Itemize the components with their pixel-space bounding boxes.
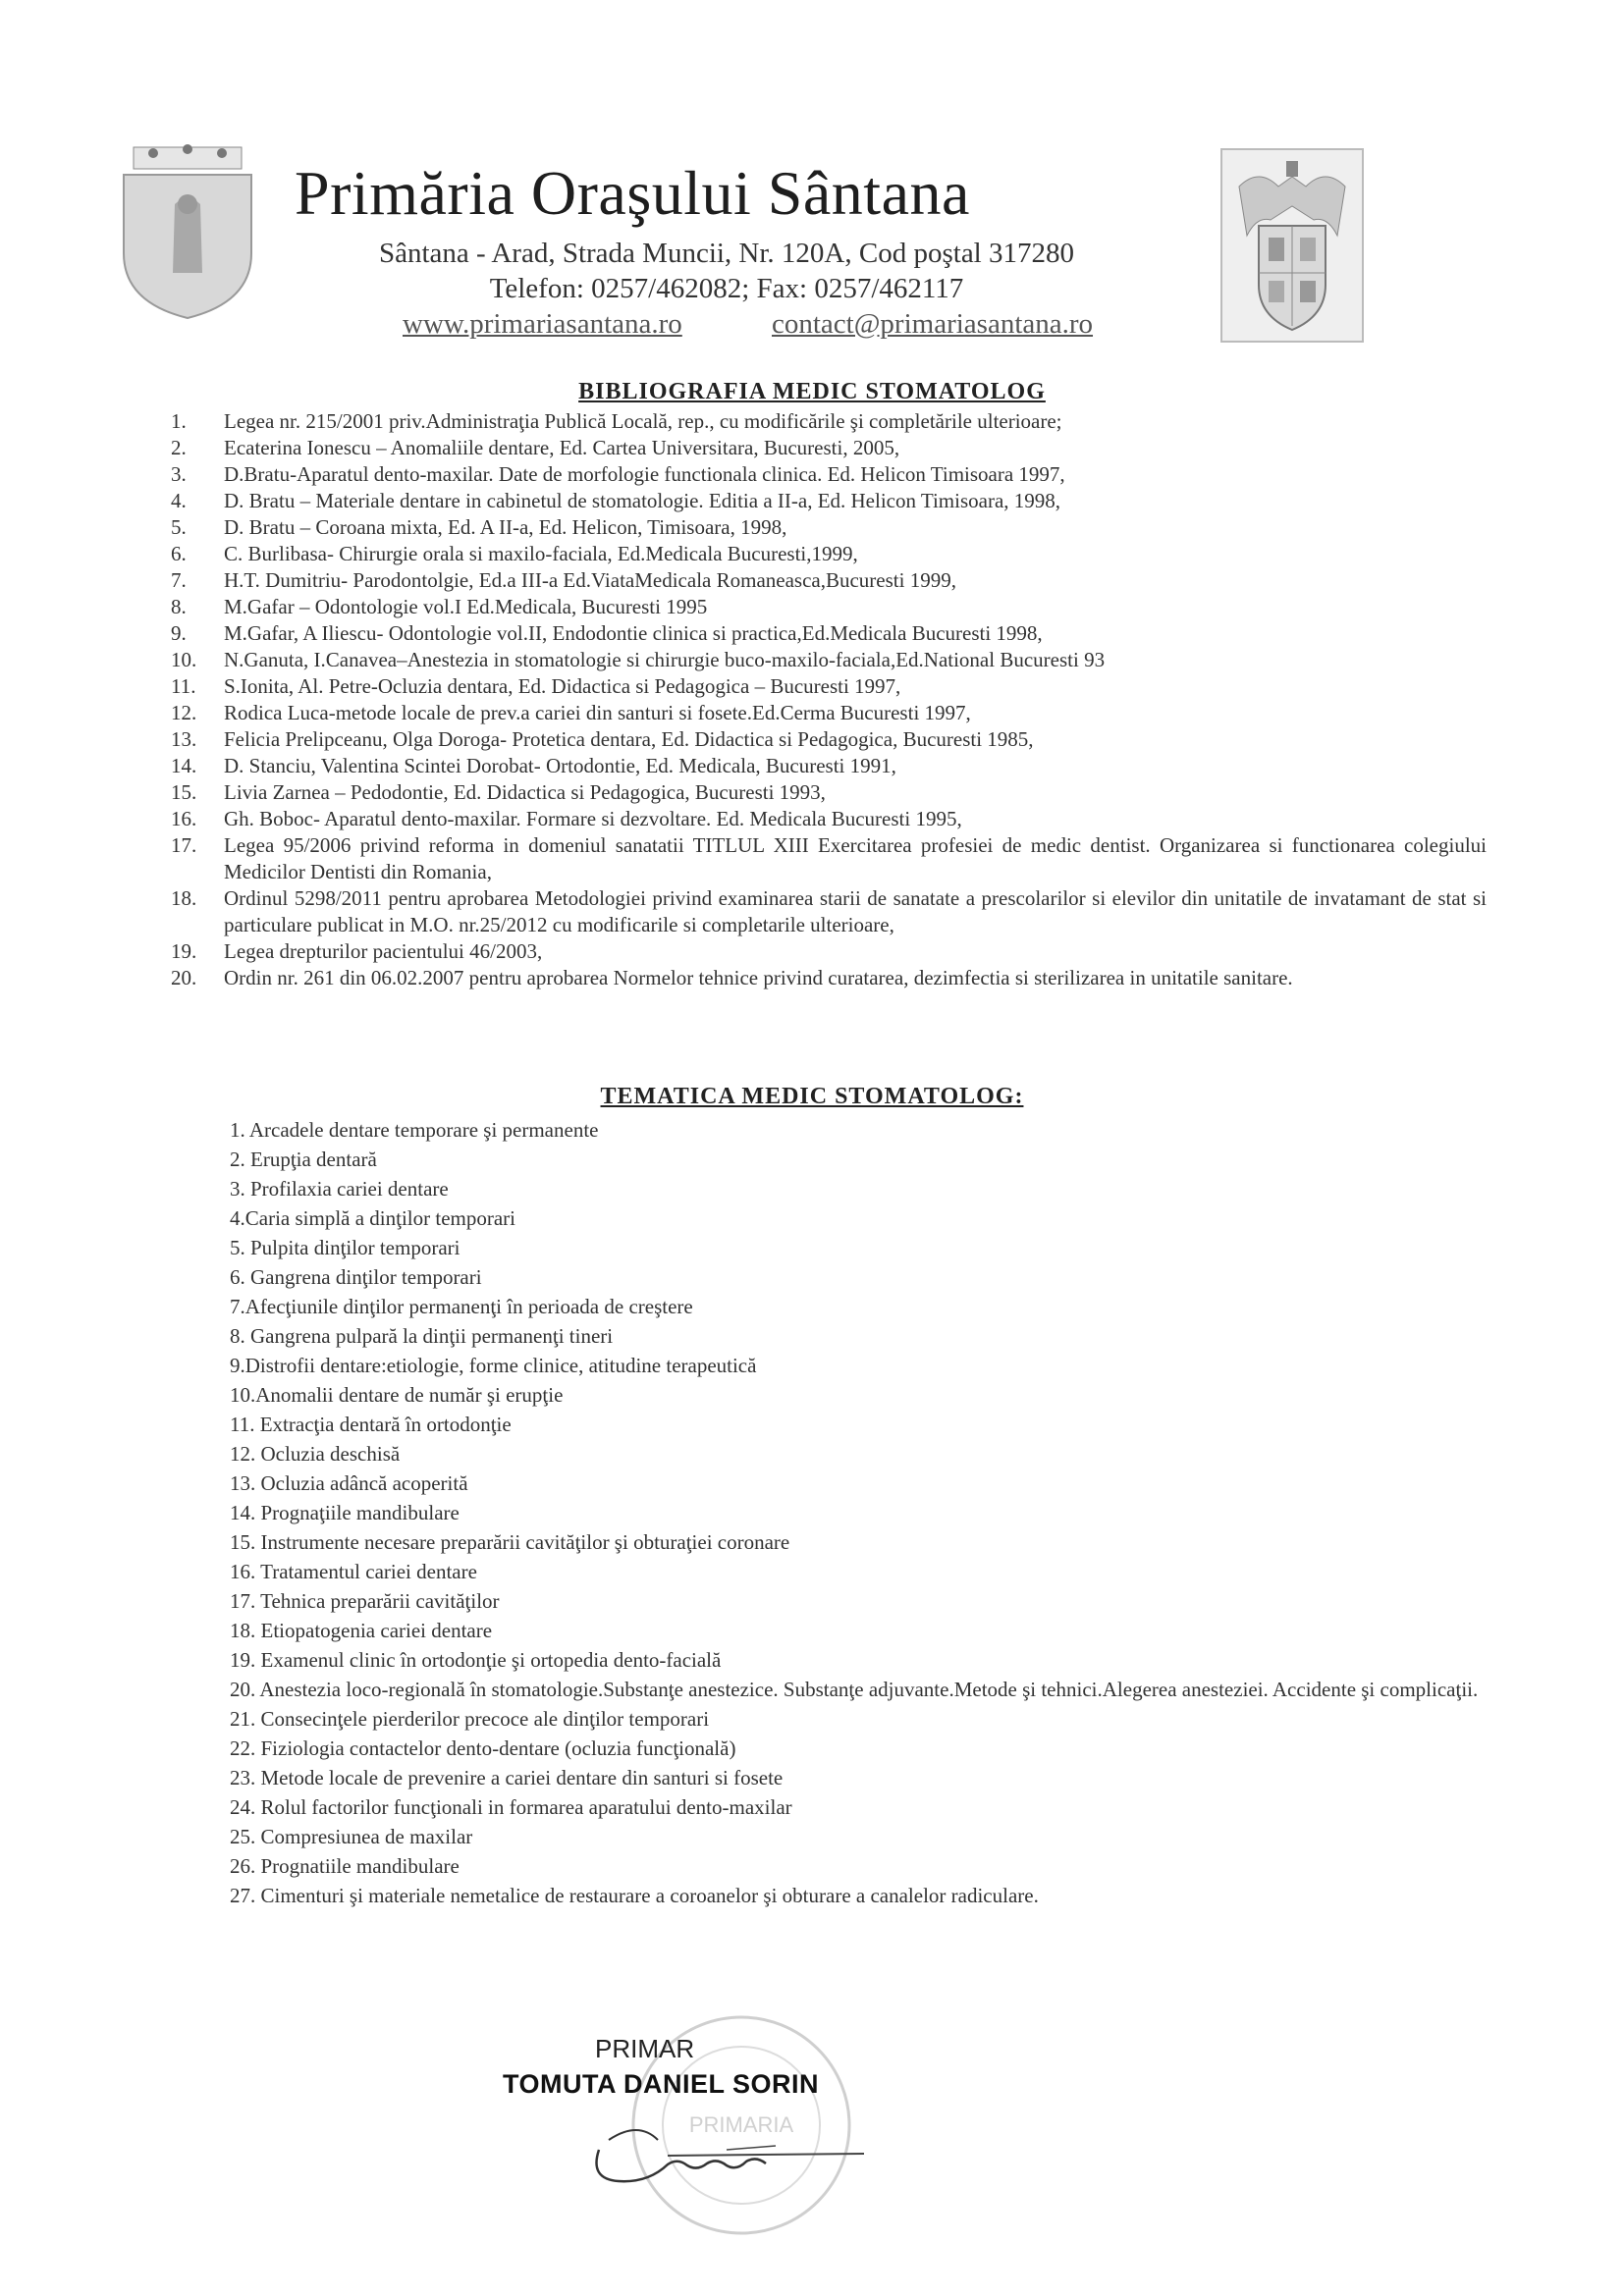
tematica-item: 16. Tratamentul cariei dentare xyxy=(230,1560,477,1583)
bibliography-item-number: 11. xyxy=(171,674,196,698)
bibliography-item-number: 19. xyxy=(171,939,197,963)
institution-phone-fax: Telefon: 0257/462082; Fax: 0257/462117 xyxy=(489,273,964,304)
bibliography-item xyxy=(171,408,1487,435)
stamp-text: PRIMARIA xyxy=(688,2112,794,2137)
tematica-item: 17. Tehnica preparării cavităţilor xyxy=(230,1589,500,1613)
bibliography-item-text: C. Burlibasa- Chirurgie orala si maxilo-faciala, Ed.Medicala Bucuresti,1999, xyxy=(224,542,858,565)
bibliography-item-number: 3. xyxy=(171,462,187,486)
tematica-item: 2. Erupţia dentară xyxy=(230,1148,377,1171)
tematica-item: 19. Examenul clinic în ortodonţie şi ortopedia dento-facială xyxy=(230,1648,722,1672)
bibliography-item xyxy=(171,435,1487,461)
handwritten-signature-icon xyxy=(579,2110,874,2199)
tematica-item: 26. Prognatiile mandibulare xyxy=(230,1854,460,1878)
bibliography-item-text: Livia Zarnea – Pedodontie, Ed. Didactica si Pedagogica, Bucuresti 1993, xyxy=(224,780,826,804)
bibliography-item-text: M.Gafar – Odontologie vol.I Ed.Medicala, Bucuresti 1995 xyxy=(224,595,708,618)
tematica-item: 24. Rolul factorilor funcţionali in formarea aparatului dento-maxilar xyxy=(230,1795,792,1819)
bibliography-item-number: 10. xyxy=(171,648,197,671)
bibliography-item-number: 7. xyxy=(171,568,187,592)
bibliography-item-text: D. Stanciu, Valentina Scintei Dorobat- Ortodontie, Ed. Medicala, Bucuresti 1991, xyxy=(224,754,896,777)
bibliography-item-text: Legea drepturilor pacientului 46/2003, xyxy=(224,939,543,963)
bibliography-item xyxy=(171,726,1487,753)
tematica-item: 4.Caria simplă a dinţilor temporari xyxy=(230,1206,516,1230)
bibliography-item xyxy=(171,461,1487,488)
bibliography-item xyxy=(171,647,1487,673)
bibliography-item-number: 15. xyxy=(171,780,197,804)
bibliography-item xyxy=(171,938,1487,965)
website-link[interactable]: www.primariasantana.ro xyxy=(403,308,682,340)
tematica-item: 8. Gangrena pulpară la dinţii permanenţi tineri xyxy=(230,1324,614,1348)
bibliography-item xyxy=(171,779,1487,806)
bibliography-item-number: 4. xyxy=(171,489,187,512)
bibliography-item xyxy=(171,885,1487,938)
bibliography-item-text: Ordin nr. 261 din 06.02.2007 pentru aprobarea Normelor tehnice privind curatarea, dezimfectia si sterilizarea in unitatile sanitare. xyxy=(224,966,1293,989)
bibliography-item xyxy=(171,541,1487,567)
bibliography-heading: BIBLIOGRAFIA MEDIC STOMATOLOG xyxy=(578,379,1046,404)
bibliography-item xyxy=(171,567,1487,594)
bibliography-item-number: 5. xyxy=(171,515,187,539)
tematica-item: 11. Extracţia dentară în ortodonţie xyxy=(230,1413,512,1436)
tematica-item: 7.Afecţiunile dinţilor permanenţi în perioada de creştere xyxy=(230,1295,693,1318)
tematica-item: 25. Compresiunea de maxilar xyxy=(230,1825,473,1848)
bibliography-item-number: 6. xyxy=(171,542,187,565)
bibliography-item-text: H.T. Dumitriu- Parodontolgie, Ed.a III-a Ed.ViataMedicala Romaneasca,Bucuresti 1999, xyxy=(224,568,956,592)
bibliography-item xyxy=(171,806,1487,832)
bibliography-item-number: 18. xyxy=(171,886,197,910)
bibliography-item-text: Legea 95/2006 privind reforma in domeniul sanatatii TITLUL XIII Exercitarea profesiei de medic dentist. Organizarea si functionarea colegiului Medicilor Dentisti din Romania, xyxy=(224,833,1487,883)
bibliography-list xyxy=(171,408,1487,991)
bibliography-item xyxy=(171,514,1487,541)
bibliography-item xyxy=(171,753,1487,779)
bibliography-item-text: D. Bratu – Materiale dentare in cabinetul de stomatologie. Editia a II-a, Ed. Helicon Timisoara, 1998, xyxy=(224,489,1061,512)
tematica-item: 12. Ocluzia deschisă xyxy=(230,1442,401,1466)
bibliography-item-number: 8. xyxy=(171,595,187,618)
tematica-item: 1. Arcadele dentare temporare şi permanente xyxy=(230,1118,599,1142)
bibliography-item-text: Rodica Luca-metode locale de prev.a cariei din santuri si fosete.Ed.Cerma Bucuresti 1997, xyxy=(224,701,971,724)
bibliography-item xyxy=(171,965,1487,991)
bibliography-item-text: Legea nr. 215/2001 priv.Administraţia Publică Locală, rep., cu modificările şi completările ulterioare; xyxy=(224,409,1062,433)
tematica-item: 27. Cimenturi şi materiale nemetalice de restaurare a coroanelor şi obturare a canalelor radiculare. xyxy=(230,1884,1039,1907)
bibliography-item-number: 14. xyxy=(171,754,197,777)
bibliography-item xyxy=(171,620,1487,647)
tematica-item: 18. Etiopatogenia cariei dentare xyxy=(230,1619,493,1642)
bibliography-item-number: 1. xyxy=(171,409,187,433)
town-crest-icon xyxy=(114,135,261,322)
tematica-item: 14. Prognaţiile mandibulare xyxy=(230,1501,460,1524)
bibliography-item-text: Ecaterina Ionescu – Anomaliile dentare, Ed. Cartea Universitara, Bucuresti, 2005, xyxy=(224,436,900,459)
tematica-list xyxy=(230,1115,1487,1910)
tematica-item: 10.Anomalii dentare de număr şi erupţie xyxy=(230,1383,564,1407)
bibliography-item xyxy=(171,700,1487,726)
tematica-item: 20. Anestezia loco-regională în stomatologie.Substanţe anestezice. Substanţe adjuvante.Metode şi tehnici.Alegerea anesteziei. Accidente şi complicaţii. xyxy=(230,1678,1479,1701)
bibliography-item-number: 12. xyxy=(171,701,197,724)
bibliography-item-number: 2. xyxy=(171,436,187,459)
signatory-name: TOMUTA DANIEL SORIN xyxy=(503,2069,820,2099)
signatory-title: PRIMAR xyxy=(595,2034,695,2063)
tematica-heading: TEMATICA MEDIC STOMATOLOG: xyxy=(600,1084,1024,1109)
tematica-item: 5. Pulpita dinţilor temporari xyxy=(230,1236,460,1259)
email-link[interactable]: contact@primariasantana.ro xyxy=(772,308,1094,340)
bibliography-item-text: Gh. Boboc- Aparatul dento-maxilar. Formare si dezvoltare. Ed. Medicala Bucuresti 1995, xyxy=(224,807,962,830)
institution-title: Primăria Oraşului Sântana xyxy=(295,158,970,228)
institution-address: Sântana - Arad, Strada Muncii, Nr. 120A, Cod poştal 317280 xyxy=(379,238,1074,269)
bibliography-item-text: N.Ganuta, I.Canavea–Anestezia in stomatologie si chirurgie buco-maxilo-faciala,Ed.National Bucuresti 93 xyxy=(224,648,1106,671)
tematica-item: 22. Fiziologia contactelor dento-dentare (ocluzia funcţională) xyxy=(230,1736,736,1760)
romania-crest-icon xyxy=(1219,147,1365,344)
bibliography-item-text: D. Bratu – Coroana mixta, Ed. A II-a, Ed. Helicon, Timisoara, 1998, xyxy=(224,515,787,539)
tematica-item: 3. Profilaxia cariei dentare xyxy=(230,1177,449,1201)
tematica-item: 6. Gangrena dinţilor temporari xyxy=(230,1265,482,1289)
bibliography-item-number: 17. xyxy=(171,833,197,857)
tematica-item: 9.Distrofii dentare:etiologie, forme clinice, atitudine terapeutică xyxy=(230,1354,757,1377)
bibliography-item-number: 13. xyxy=(171,727,197,751)
tematica-item: 21. Consecinţele pierderilor precoce ale dinţilor temporari xyxy=(230,1707,710,1731)
bibliography-item xyxy=(171,488,1487,514)
bibliography-item-text: Felicia Prelipceanu, Olga Doroga- Protetica dentara, Ed. Didactica si Pedagogica, Bucuresti 1985, xyxy=(224,727,1034,751)
bibliography-item xyxy=(171,673,1487,700)
bibliography-item-text: D.Bratu-Aparatul dento-maxilar. Date de morfologie functionala clinica. Ed. Helicon Timisoara 1997, xyxy=(224,462,1065,486)
bibliography-item-number: 20. xyxy=(171,966,197,989)
tematica-item: 13. Ocluzia adâncă acoperită xyxy=(230,1471,468,1495)
tematica-item: 23. Metode locale de prevenire a cariei dentare din santuri si fosete xyxy=(230,1766,784,1789)
bibliography-item-text: Ordinul 5298/2011 pentru aprobarea Metodologiei privind examinarea starii de sanatate a prescolarilor si elevilor din unitatile de invatamant de stat si particulare publicat in M.O. nr.25/2012 cu modificarile si completarile ulterioare, xyxy=(224,886,1487,936)
bibliography-item-text: S.Ionita, Al. Petre-Ocluzia dentara, Ed. Didactica si Pedagogica – Bucuresti 1997, xyxy=(224,674,901,698)
bibliography-item xyxy=(171,832,1487,885)
bibliography-item-text: M.Gafar, A Iliescu- Odontologie vol.II, Endodontie clinica si practica,Ed.Medicala Bucuresti 1998, xyxy=(224,621,1043,645)
bibliography-item-number: 9. xyxy=(171,621,187,645)
bibliography-item-number: 16. xyxy=(171,807,197,830)
tematica-item: 15. Instrumente necesare preparării cavităţilor şi obturaţiei coronare xyxy=(230,1530,790,1554)
bibliography-item xyxy=(171,594,1487,620)
